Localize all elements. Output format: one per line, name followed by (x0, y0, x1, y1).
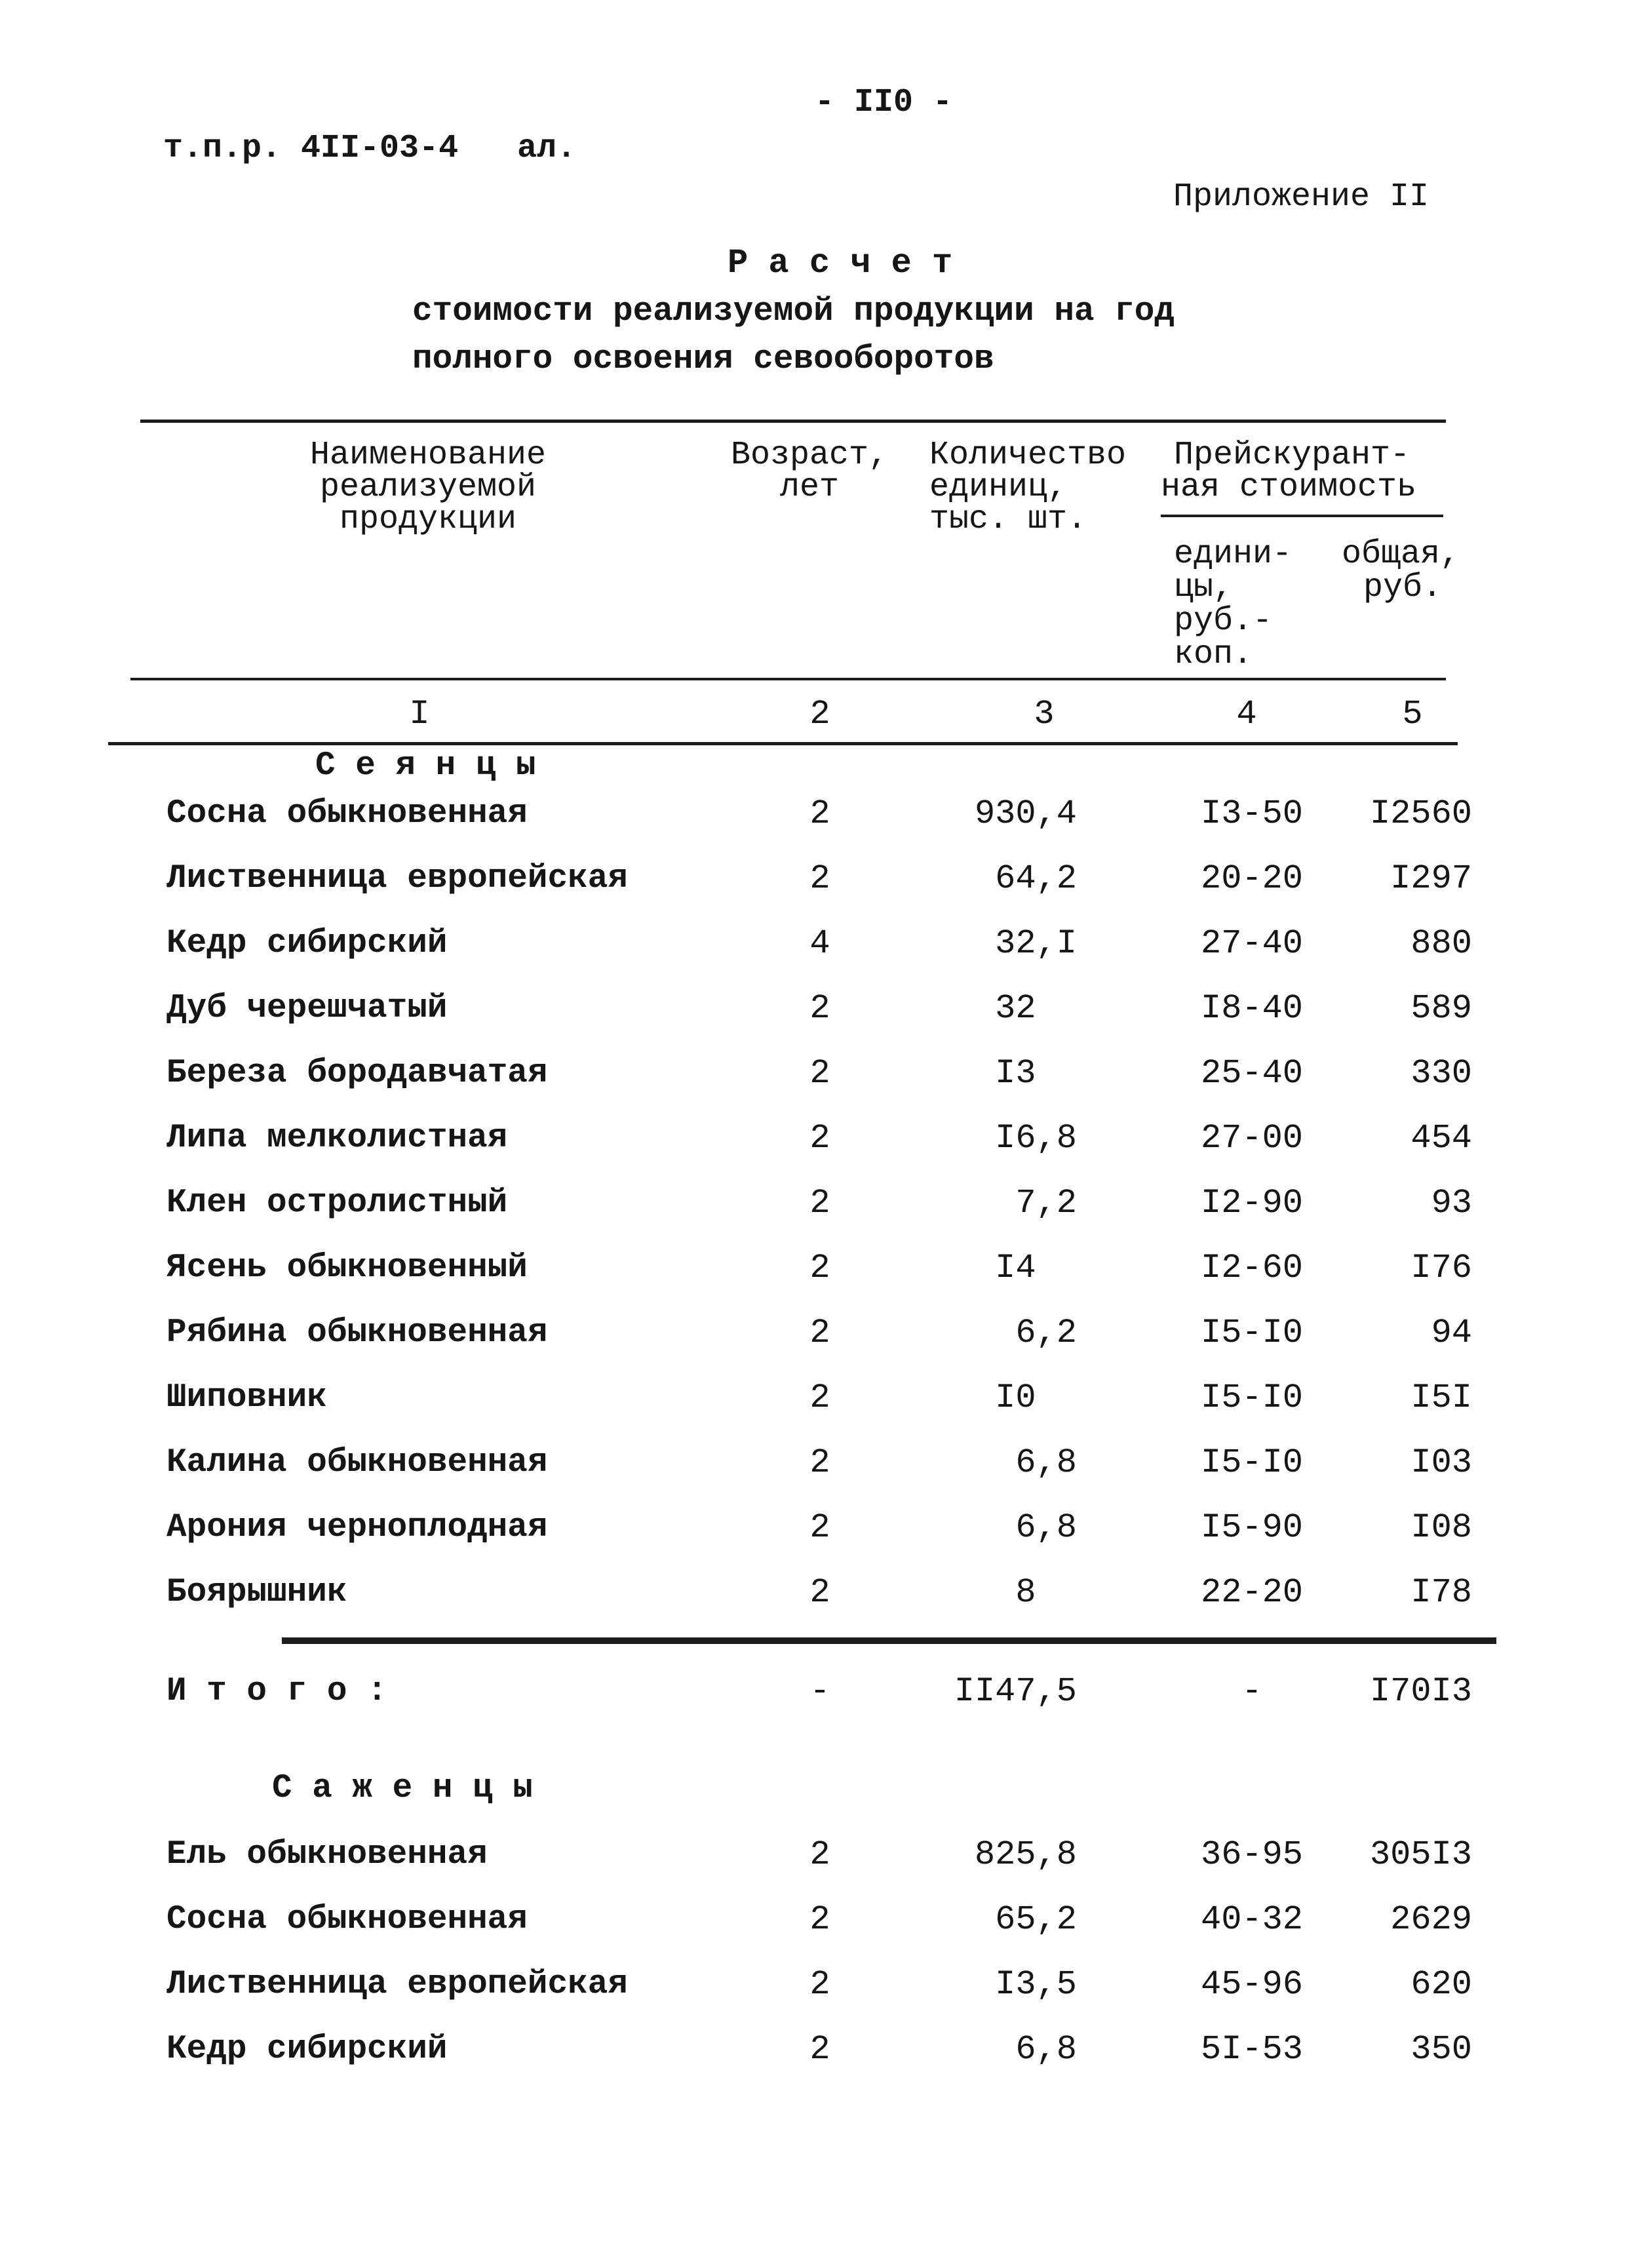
quantity-cell: 6,8 (1015, 1508, 1077, 1547)
page-subtitle-line-1: стоимости реализуемой продукции на год (412, 293, 1175, 330)
unit-price-cell: I5-I0 (1200, 1443, 1304, 1482)
total-cost-cell: 2629 (1390, 1900, 1472, 1939)
appendix-label: Приложение II (1173, 178, 1430, 216)
table-row (0, 2030, 1634, 2095)
species-name: Дуб черешчатый (166, 990, 448, 1027)
header-line: Наименование (309, 437, 547, 474)
table-row (0, 1573, 1634, 1638)
unit-price-cell: - (1241, 1672, 1262, 1711)
species-name: Клен остролистный (166, 1184, 508, 1222)
age-cell: 2 (809, 1835, 830, 1874)
total-row (0, 1672, 1634, 1737)
species-name: Боярышник (166, 1574, 347, 1611)
species-name: Калина обыкновенная (166, 1444, 548, 1481)
table-row (0, 1443, 1634, 1508)
unit-price-cell: I2-90 (1200, 1184, 1304, 1222)
quantity-cell: I6,8 (995, 1119, 1077, 1158)
quantity-cell: 8 (1015, 1573, 1036, 1612)
quantity-cell: 32,I (995, 924, 1077, 963)
age-cell: 2 (809, 2030, 830, 2069)
total-cost-cell: I78 (1410, 1573, 1472, 1612)
total-cost-cell: 305I3 (1369, 1835, 1472, 1874)
saplings-table-body (0, 1835, 1634, 2095)
header-bottom-rule (130, 678, 1446, 680)
total-cost-cell: 589 (1410, 989, 1472, 1028)
table-row (0, 1508, 1634, 1573)
header-price-list-cost (1161, 437, 1417, 506)
total-cost-cell: 454 (1410, 1119, 1472, 1158)
header-line: общая, (1342, 536, 1460, 573)
header-line: продукции (339, 501, 517, 538)
unit-price-cell: 27-40 (1200, 924, 1304, 963)
header-line: руб. (1363, 569, 1443, 606)
total-cost-cell: I08 (1410, 1508, 1472, 1547)
header-line: лет (779, 469, 839, 506)
total-cost-cell: 350 (1410, 2030, 1472, 2069)
header-line: Количество (929, 437, 1127, 474)
header-quantity (929, 439, 1126, 536)
table-row (0, 794, 1634, 859)
age-cell: 2 (809, 1249, 830, 1287)
quantity-cell: I3 (995, 1054, 1036, 1093)
species-name: Береза бородавчатая (166, 1055, 548, 1092)
total-cost-cell: I5I (1410, 1378, 1472, 1417)
table-row (0, 1378, 1634, 1443)
header-line: коп. (1174, 636, 1253, 673)
header-line: единиц, (929, 469, 1068, 506)
unit-price-cell: 36-95 (1200, 1835, 1304, 1874)
table-row (0, 989, 1634, 1054)
section-label-seedlings: С е я н ц ы (315, 747, 536, 785)
table-row (0, 1054, 1634, 1119)
age-cell: 2 (809, 1184, 830, 1222)
unit-price-cell: I8-40 (1200, 989, 1304, 1028)
header-age (711, 437, 908, 506)
table-row (0, 1249, 1634, 1314)
header-sub-rule (1161, 515, 1443, 517)
unit-price-cell: 45-96 (1200, 1965, 1304, 2004)
species-name: Липа мелколистная (166, 1120, 508, 1157)
total-cost-cell: 93 (1431, 1184, 1472, 1222)
quantity-cell: 64,2 (995, 859, 1077, 898)
section-label-saplings: С а ж е н ц ы (272, 1770, 533, 1807)
species-name: Сосна обыкновенная (166, 795, 528, 832)
species-name: Кедр сибирский (166, 2031, 448, 2068)
species-name: Арония черноплодная (166, 1509, 548, 1546)
quantity-cell: 6,8 (1015, 2030, 1077, 2069)
unit-price-cell: 5I-53 (1200, 2030, 1304, 2069)
header-line: Прейскурант- (1174, 437, 1410, 474)
quantity-cell: 65,2 (995, 1900, 1077, 1939)
age-cell: 2 (809, 989, 830, 1028)
species-name: Ясень обыкновенный (166, 1249, 528, 1287)
total-cost-cell: I297 (1390, 859, 1472, 898)
table-row (0, 1900, 1634, 1965)
column-numbers-rule (108, 742, 1458, 745)
total-cost-cell: I2560 (1369, 794, 1472, 833)
total-cost-cell: 880 (1410, 924, 1472, 963)
age-cell: 2 (809, 1965, 830, 2004)
page-subtitle-line-2: полного освоения севооборотов (412, 341, 994, 378)
header-unit-price (1174, 538, 1292, 671)
header-line: едини- (1174, 536, 1293, 573)
page-number: - II0 - (815, 84, 953, 121)
seedlings-table-body (0, 794, 1634, 1638)
quantity-cell: 930,4 (974, 794, 1077, 833)
age-cell: 2 (809, 1378, 830, 1417)
total-cost-cell: I70I3 (1369, 1672, 1472, 1711)
column-number: 3 (1034, 695, 1055, 733)
quantity-cell: I3,5 (995, 1965, 1077, 2004)
table-top-rule (140, 420, 1446, 423)
column-number: 5 (1402, 695, 1423, 733)
header-line: реализуемой (319, 469, 537, 506)
total-separator-rule (282, 1637, 1496, 1644)
species-name: Кедр сибирский (166, 925, 448, 962)
document-reference: т.п.р. 4II-03-4 ал. (163, 130, 577, 167)
age-cell: - (809, 1672, 830, 1711)
column-number: 4 (1236, 695, 1257, 733)
total-cost-cell: 94 (1431, 1314, 1472, 1352)
age-cell: 2 (809, 1900, 830, 1939)
header-line: тыс. шт. (929, 501, 1087, 538)
header-line: Возраст, (730, 437, 889, 474)
quantity-cell: I0 (995, 1378, 1036, 1417)
table-row (0, 1965, 1634, 2030)
column-number: I (409, 695, 430, 733)
quantity-cell: 6,8 (1015, 1443, 1077, 1482)
table-row (0, 859, 1634, 924)
table-row (0, 1835, 1634, 1900)
quantity-cell: 6,2 (1015, 1314, 1077, 1352)
table-row (0, 1184, 1634, 1249)
total-label: И т о г о : (166, 1673, 387, 1710)
table-row (0, 1119, 1634, 1184)
species-name: Лиственница европейская (166, 1966, 628, 2003)
header-total-cost (1342, 538, 1460, 604)
age-cell: 2 (809, 1443, 830, 1482)
unit-price-cell: 27-00 (1200, 1119, 1304, 1158)
unit-price-cell: I2-60 (1200, 1249, 1304, 1287)
total-cost-cell: 330 (1410, 1054, 1472, 1093)
age-cell: 2 (809, 859, 830, 898)
total-cost-cell: 620 (1410, 1965, 1472, 2004)
page-title: Р а с ч е т (728, 244, 953, 283)
species-name: Ель обыкновенная (166, 1836, 488, 1873)
age-cell: 2 (809, 794, 830, 833)
quantity-cell: II47,5 (954, 1672, 1077, 1711)
unit-price-cell: I5-I0 (1200, 1378, 1304, 1417)
header-product-name (297, 439, 559, 536)
species-name: Лиственница европейская (166, 860, 628, 897)
species-name: Рябина обыкновенная (166, 1314, 548, 1352)
quantity-cell: I4 (995, 1249, 1036, 1287)
age-cell: 2 (809, 1314, 830, 1352)
unit-price-cell: 22-20 (1200, 1573, 1304, 1612)
table-row (0, 1314, 1634, 1378)
total-cost-cell: I03 (1410, 1443, 1472, 1482)
quantity-cell: 7,2 (1015, 1184, 1077, 1222)
quantity-cell: 825,8 (974, 1835, 1077, 1874)
unit-price-cell: I3-50 (1200, 794, 1304, 833)
unit-price-cell: I5-90 (1200, 1508, 1304, 1547)
age-cell: 4 (809, 924, 830, 963)
unit-price-cell: I5-I0 (1200, 1314, 1304, 1352)
age-cell: 2 (809, 1054, 830, 1093)
unit-price-cell: 40-32 (1200, 1900, 1304, 1939)
age-cell: 2 (809, 1508, 830, 1547)
unit-price-cell: 25-40 (1200, 1054, 1304, 1093)
header-line: ная стоимость (1161, 469, 1417, 506)
header-line: цы, (1174, 569, 1234, 606)
species-name: Сосна обыкновенная (166, 1901, 528, 1938)
total-cost-cell: I76 (1410, 1249, 1472, 1287)
age-cell: 2 (809, 1573, 830, 1612)
quantity-cell: 32 (995, 989, 1036, 1028)
column-number: 2 (809, 695, 830, 733)
age-cell: 2 (809, 1119, 830, 1158)
header-line: руб.- (1174, 602, 1273, 640)
unit-price-cell: 20-20 (1200, 859, 1304, 898)
species-name: Шиповник (166, 1379, 327, 1417)
table-row (0, 924, 1634, 989)
